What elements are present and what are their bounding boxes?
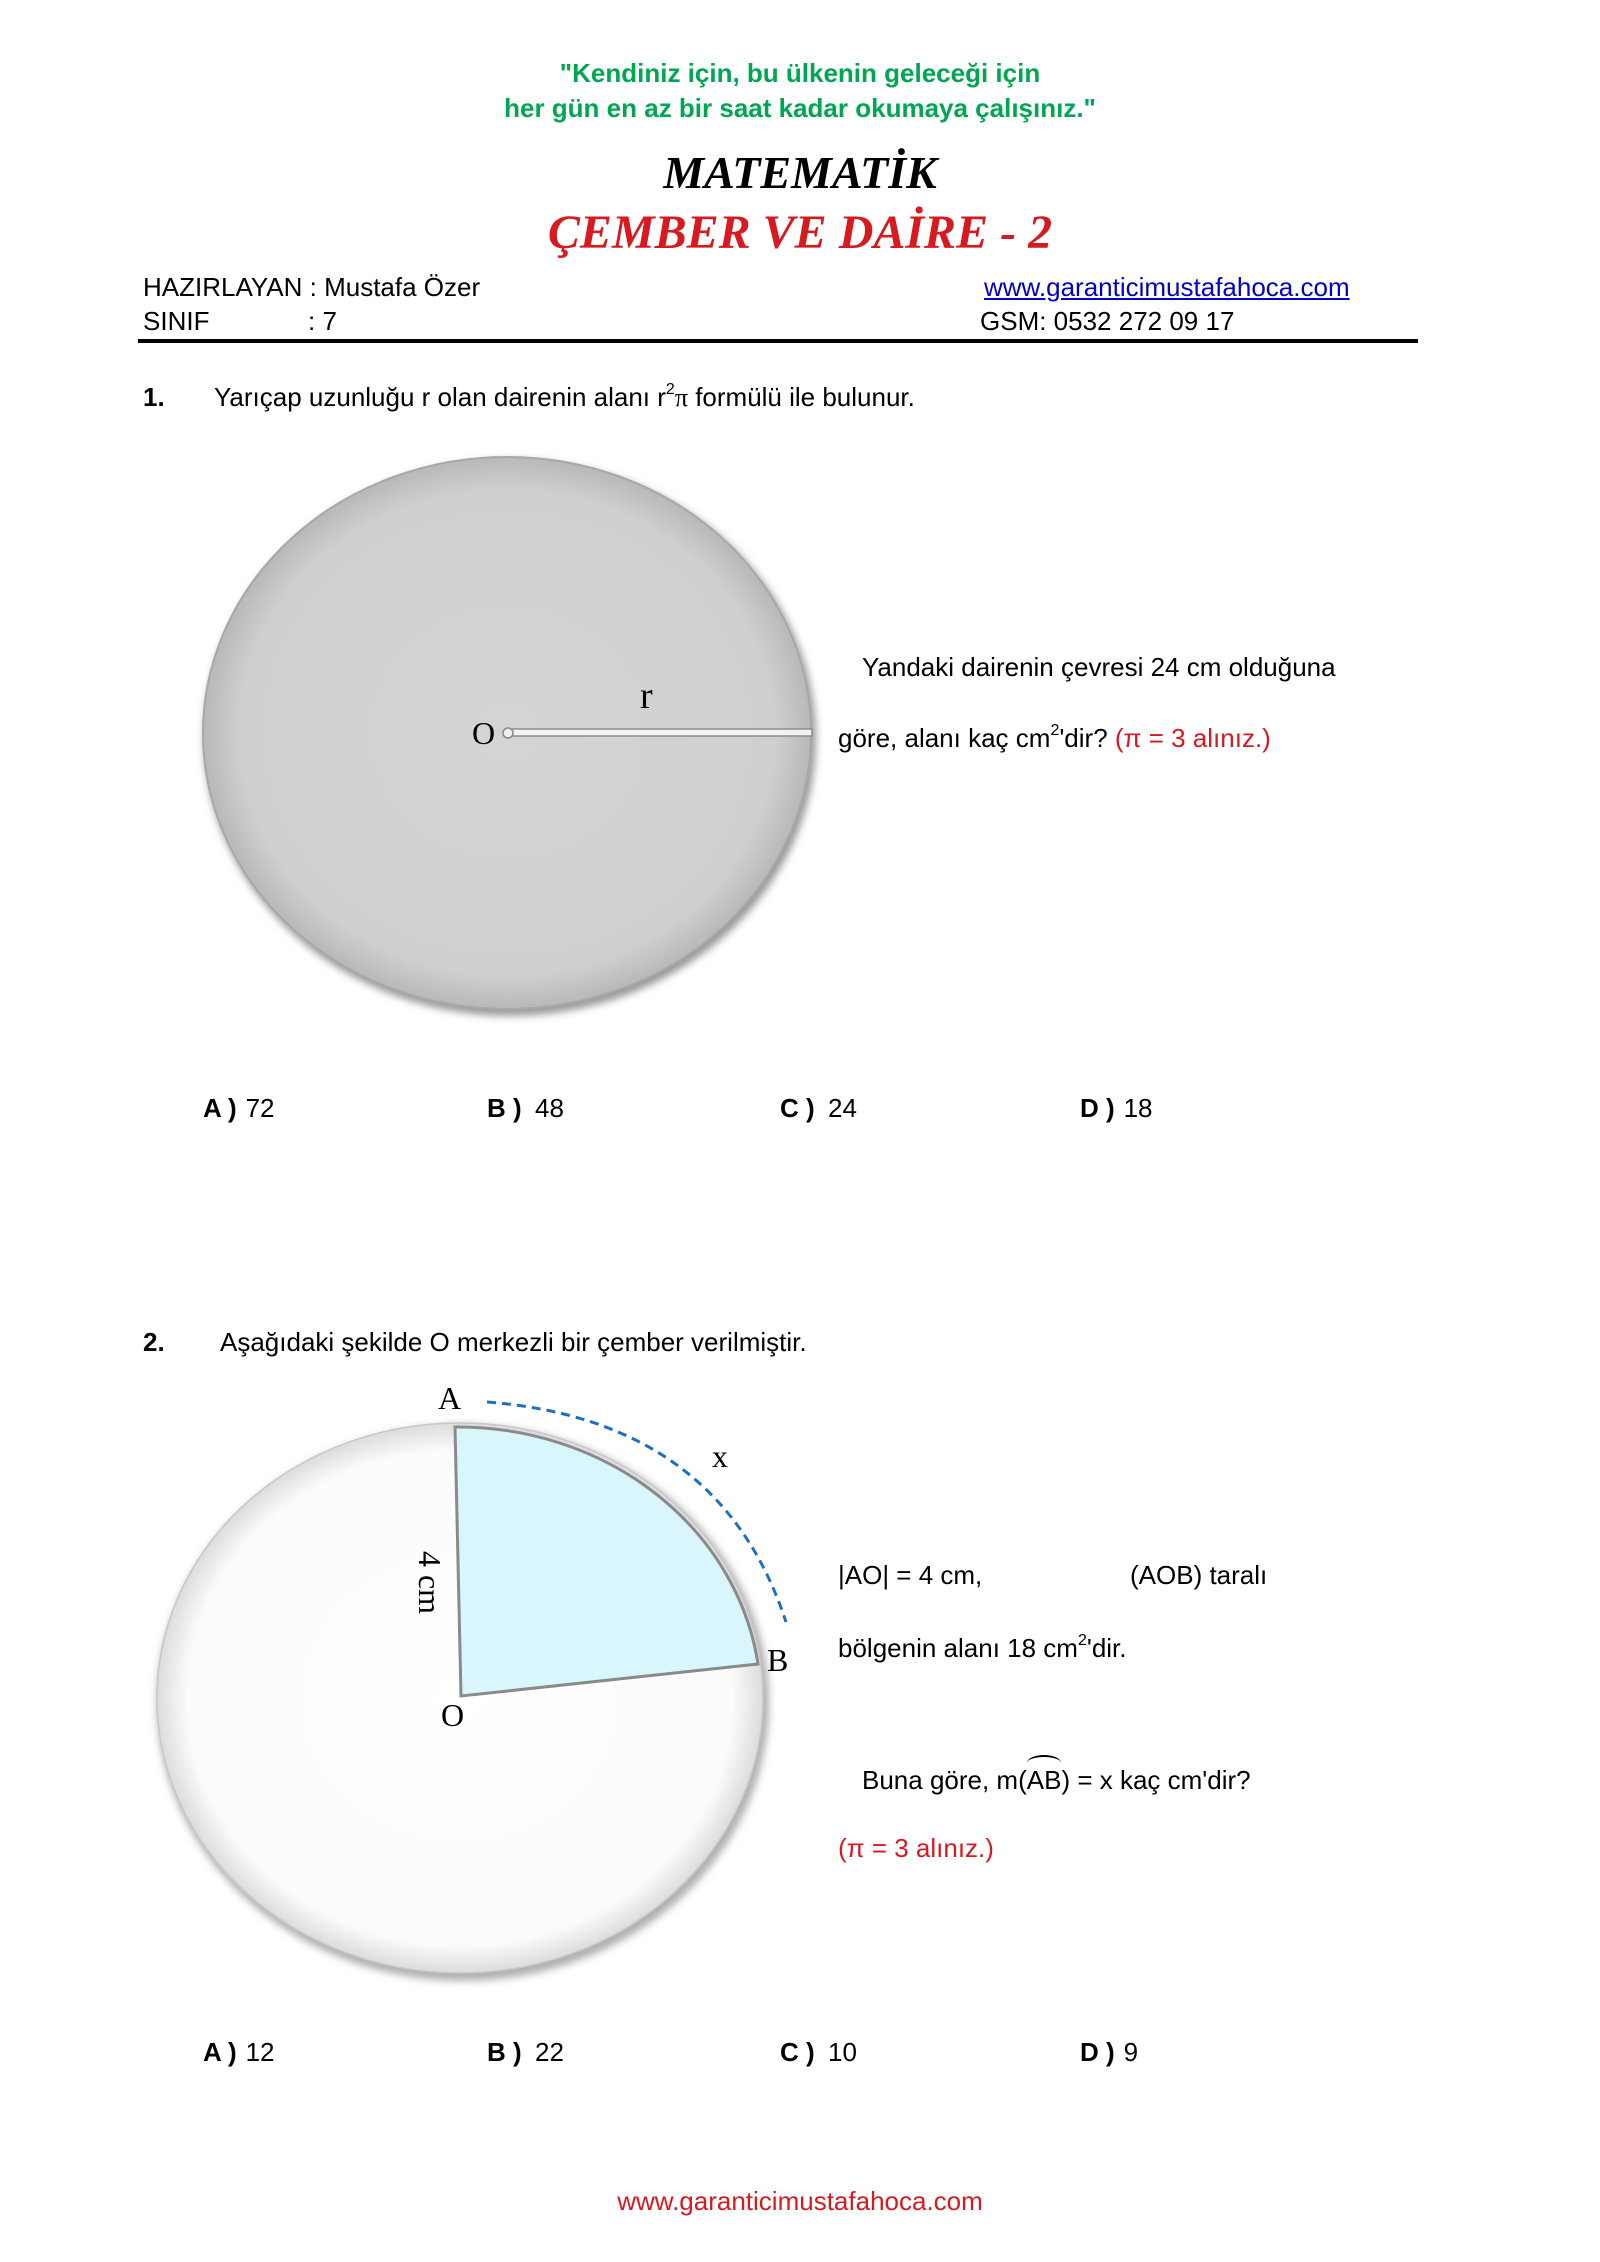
q2-number: 2.	[143, 1327, 165, 1357]
q2-option-d-letter: D )	[1080, 2037, 1115, 2067]
q1-intro-sup: 2	[665, 381, 675, 398]
motto-line-2: her gün en az bir saat kadar okumaya çalışınız."	[504, 93, 1096, 123]
q1-intro-pi: π	[674, 383, 688, 412]
q2-option-a-value: 12	[245, 2037, 275, 2067]
q2-circle-figure	[157, 1402, 789, 1981]
q2-label-b: B	[767, 1642, 789, 1678]
q1-text-line2-sup: 2	[1050, 722, 1060, 739]
website-link[interactable]: www.garanticimustafahoca.com	[984, 272, 1350, 302]
q2-area-sup: 2	[1077, 1632, 1087, 1649]
q2-given-shaded: (AOB) taralı	[1130, 1560, 1268, 1590]
class-value: : 7	[308, 306, 337, 336]
q1-option-d[interactable]	[1080, 1093, 1152, 1124]
q2-intro: Aşağıdaki şekilde O merkezli bir çember verilmiştir.	[220, 1327, 807, 1357]
q1-text-line1: Yandaki dairenin çevresi 24 cm olduğuna	[862, 652, 1336, 682]
q2-area-line	[838, 1633, 1127, 1664]
q2-question-text: Buna göre, m(	[862, 1765, 1027, 1795]
q1-label-center: O	[472, 715, 496, 751]
q1-number: 1.	[143, 382, 165, 412]
q2-arc-mark	[1027, 1755, 1062, 1771]
q2-option-d-value: 9	[1123, 2037, 1139, 2067]
class-label: SINIF	[143, 306, 210, 336]
q2-option-b-value: 22	[535, 2037, 564, 2067]
q1-label-radius: r	[640, 675, 653, 717]
q2-label-x: x	[712, 1438, 728, 1474]
q1-text-line2-after: 'dir?	[1059, 723, 1115, 753]
q1-pi-note: (π = 3 alınız.)	[1114, 723, 1271, 753]
q2-option-d[interactable]	[1080, 2037, 1138, 2068]
q1-text-line2	[838, 723, 1271, 754]
q1-text-line2-main: göre, alanı kaç cm	[838, 723, 1051, 753]
q2-given-ao: |AO| = 4 cm,	[838, 1560, 983, 1590]
q1-option-c-value: 24	[828, 1093, 857, 1123]
q2-option-c-letter: C )	[780, 2037, 815, 2067]
topic-title: ÇEMBER VE DAİRE - 2	[547, 206, 1053, 259]
q1-option-b-value: 48	[535, 1093, 564, 1123]
q2-area-after: 'dir.	[1086, 1633, 1127, 1663]
q1-option-a-letter: A )	[203, 1093, 237, 1123]
q2-pi-note: (π = 3 alınız.)	[838, 1833, 994, 1863]
phone-number: GSM: 0532 272 09 17	[980, 306, 1235, 336]
q1-option-c-letter: C )	[780, 1093, 815, 1123]
q1-radius-line	[510, 729, 812, 736]
q1-option-c[interactable]	[780, 1093, 857, 1124]
q1-center-point	[503, 728, 513, 738]
q1-option-a[interactable]	[203, 1093, 275, 1124]
q1-intro-text: Yarıçap uzunluğu r olan dairenin alanı r	[214, 382, 666, 412]
q1-option-d-letter: D )	[1080, 1093, 1115, 1123]
q1-option-a-value: 72	[245, 1093, 275, 1123]
q2-option-b-letter: B )	[487, 2037, 522, 2067]
q2-option-a-letter: A )	[203, 2037, 237, 2067]
q2-question-after: ) = x kaç cm'dir?	[1061, 1765, 1251, 1795]
q2-question-line	[862, 1765, 1251, 1796]
q2-label-o: O	[441, 1697, 465, 1733]
q1-option-b-letter: B )	[487, 1093, 522, 1123]
q2-option-c-value: 10	[828, 2037, 857, 2067]
q2-label-a: A	[438, 1380, 462, 1416]
footer-website[interactable]: www.garanticimustafahoca.com	[617, 2186, 983, 2216]
q2-option-a[interactable]	[203, 2037, 275, 2068]
q2-question-arc	[1027, 1765, 1062, 1796]
q2-question-arc-label: AB	[1026, 1765, 1062, 1795]
q1-option-d-value: 18	[1123, 1093, 1153, 1123]
q2-area-text: bölgenin alanı 18 cm	[838, 1633, 1078, 1663]
q2-option-c[interactable]	[780, 2037, 857, 2068]
q1-option-b[interactable]	[487, 1093, 564, 1124]
q1-disk-figure	[203, 457, 816, 1016]
motto-line-1: "Kendiniz için, bu ülkenin geleceği için	[559, 58, 1041, 88]
q2-label-length: 4 cm	[412, 1550, 449, 1615]
author-label: HAZIRLAYAN : Mustafa Özer	[143, 272, 481, 302]
q1-intro-after: formülü ile bulunur.	[687, 382, 915, 412]
q2-option-b[interactable]	[487, 2037, 564, 2068]
subject-title: MATEMATİK	[663, 147, 937, 198]
